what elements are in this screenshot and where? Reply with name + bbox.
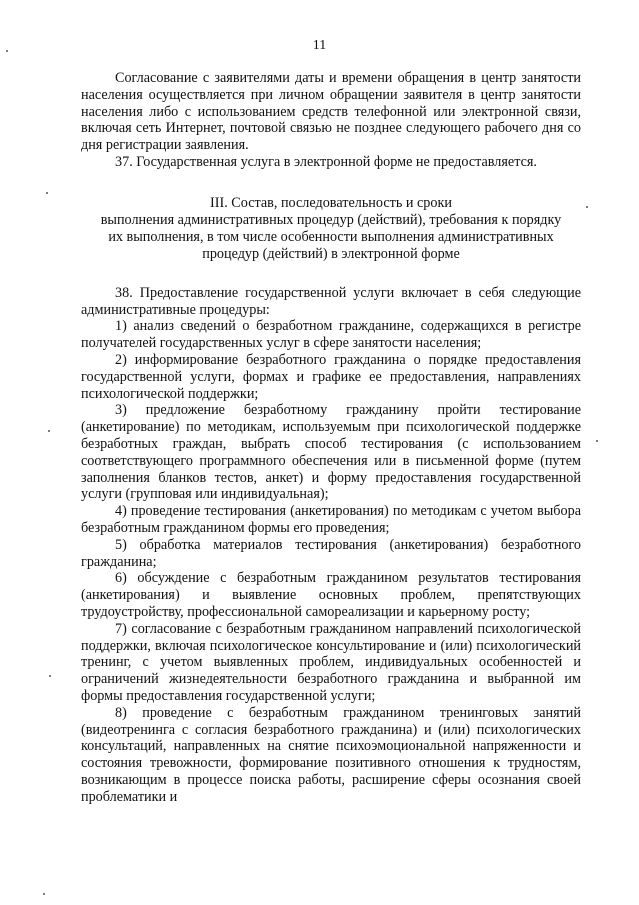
paragraph-38: 38. Предоставление государственной услуги включает в себя следующие административные процедуры: — [81, 284, 581, 318]
scan-speck — [49, 675, 51, 677]
heading-line: III. Состав, последовательность и сроки — [210, 194, 452, 211]
scan-speck — [6, 50, 8, 52]
list-item-8: 8) проведение с безработным гражданином тренинговых занятий (видеотренинга с согласия безработного гражданина) и (или) психологических консультаций, направленных на снятие психоэмоциональной напряженности и состояния тревожности, формирование позитивного отношения к трудностям, возникающим в процессе поиска работы, расширение сферы осознания своей проблематики и — [81, 704, 581, 805]
page-number: 11 — [312, 38, 327, 53]
scan-speck — [48, 430, 50, 432]
heading-line: выполнения административных процедур (действий), требования к порядку — [100, 211, 562, 228]
heading-line: их выполнения, в том числе особенности выполнения административных — [108, 228, 554, 245]
scan-speck — [596, 440, 598, 442]
scan-speck — [46, 192, 48, 194]
list-item-4: 4) проведение тестирования (анкетирования) по методикам с учетом выбора безработным гражданином формы его проведения; — [81, 503, 581, 536]
list-item-7: 7) согласование с безработным гражданином направлений психологической поддержки, включая психологическое консультирование и (или) психологический тренинг, с учетом выявленных проблем, индивидуальных особенностей и ограничений жизнедеятельности безработного гражданина и выбранной им формы предоставления государственной услуги; — [81, 620, 581, 704]
list-item-6: 6) обсуждение с безработным гражданином результатов тестирования (анкетирования) и выявление основных проблем, препятствующих трудоустройству, профессиональной самореализации и карьерному росту; — [81, 570, 581, 620]
scan-speck — [43, 893, 45, 895]
heading-line: процедур (действий) в электронной форме — [202, 245, 460, 262]
scan-speck — [586, 206, 588, 208]
list-item-1: 1) анализ сведений о безработном гражданине, содержащихся в регистре получателей государственных услуг в сфере занятости населения; — [81, 318, 581, 352]
document-body — [81, 70, 581, 805]
list-item-2: 2) информирование безработного гражданина о порядке предоставления государственной услуги, формах и графике ее предоставления, направлениях психологической поддержки; — [81, 351, 581, 402]
list-item-5: 5) обработка материалов тестирования (анкетирования) безработного гражданина; — [81, 536, 581, 570]
list-item-3: 3) предложение безработному гражданину пройти тестирование (анкетирование) по методикам, используемым при психологической поддержке безработных граждан, выбрать способ тестирования (с использованием соответствующего программного обеспечения или в письменной форме (путем заполнения бланков тестов, анкет) и форму предоставления государственной услуги (групповая или индивидуальная); — [81, 402, 581, 503]
paragraph-37: 37. Государственная услуга в электронной форме не предоставляется. — [115, 153, 537, 170]
paragraph-appointment-agreement: Согласование с заявителями даты и времени обращения в центр занятости населения осуществляется при личном обращении заявителя в центр занятости населения либо с использованием средств телефонной или электронной связи, включая сеть Интернет, почтовой связью не позднее следующего рабочего дня со дня регистрации заявления. — [81, 70, 581, 154]
section-heading — [81, 195, 581, 263]
